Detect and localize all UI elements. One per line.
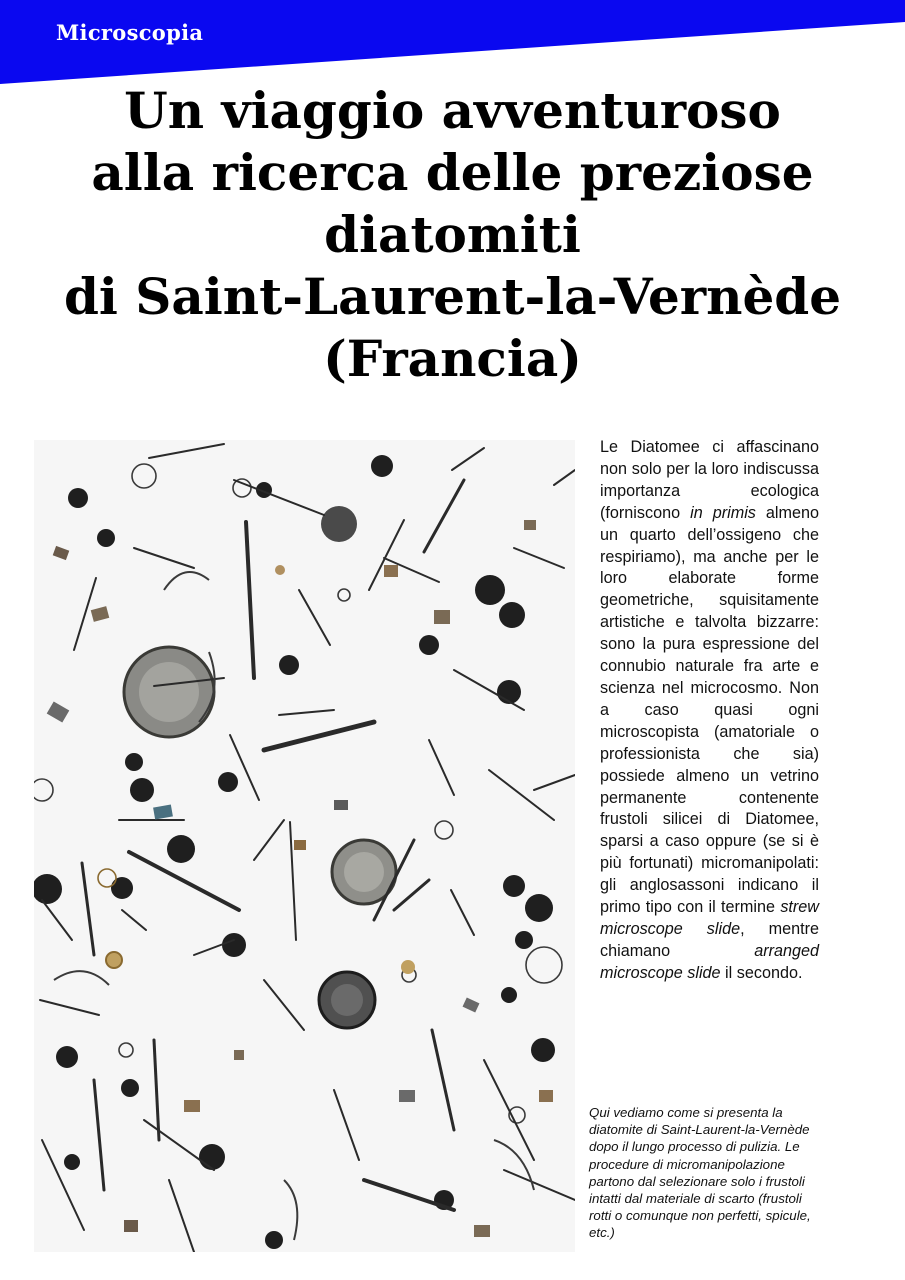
article-title — [20, 80, 885, 390]
title-line: diatomiti — [324, 205, 581, 264]
banner-shape — [0, 0, 905, 90]
title-line: (Francia) — [323, 329, 582, 388]
body-emphasis: in primis — [690, 503, 756, 522]
article-body — [600, 437, 819, 985]
section-banner — [0, 0, 905, 90]
diatom-illustration — [34, 440, 575, 1252]
large-centric-diatom — [124, 647, 214, 737]
body-text: almeno un quarto dell’ossigeno che respiriamo), ma anche per le loro elaborate forme geometriche, squisitamente artistiche e talvolta bizzarre: sono la pura espressione del connubio naturale fra arte e scienza nel microcosmo. Non a caso quasi ogni microscopista (amatoriale o professionista che sia) possiede almeno un vetrino permanente contenente frustoli silicei di Diatomee, sparsi a caso oppure (se si è più fortunati) micromanipolati: gli anglosassoni indicano il primo tipo con il termine — [600, 503, 820, 917]
title-line: alla ricerca delle preziose — [91, 143, 814, 202]
figure-caption: Qui vediamo come si presenta la diatomite di Saint-Laurent-la-Vernède dopo il lungo processo di pulizia. Le procedure di micromanipolazione partono dal selezionare solo i frustoli intatti dal materiale di scarto (frustoli rotti o comunque non perfetti, spicule, etc.) — [589, 1105, 811, 1241]
section-label: Microscopia — [56, 20, 204, 45]
body-text: , mentre chiamano — [600, 919, 819, 960]
large-centric-diatom — [319, 972, 375, 1028]
title-line: Un viaggio avventuroso — [124, 81, 781, 140]
body-emphasis: strew microscope slide — [600, 898, 819, 938]
body-emphasis: arranged microscope slide — [600, 941, 819, 982]
diatom-micrograph — [34, 440, 575, 1252]
body-text: Le Diatomee ci affascinano non solo per la loro indiscussa importanza ecologica (forniscono — [600, 438, 819, 522]
body-text: il secondo. — [720, 963, 803, 982]
title-line: di Saint-Laurent-la-Vernède — [63, 267, 842, 326]
